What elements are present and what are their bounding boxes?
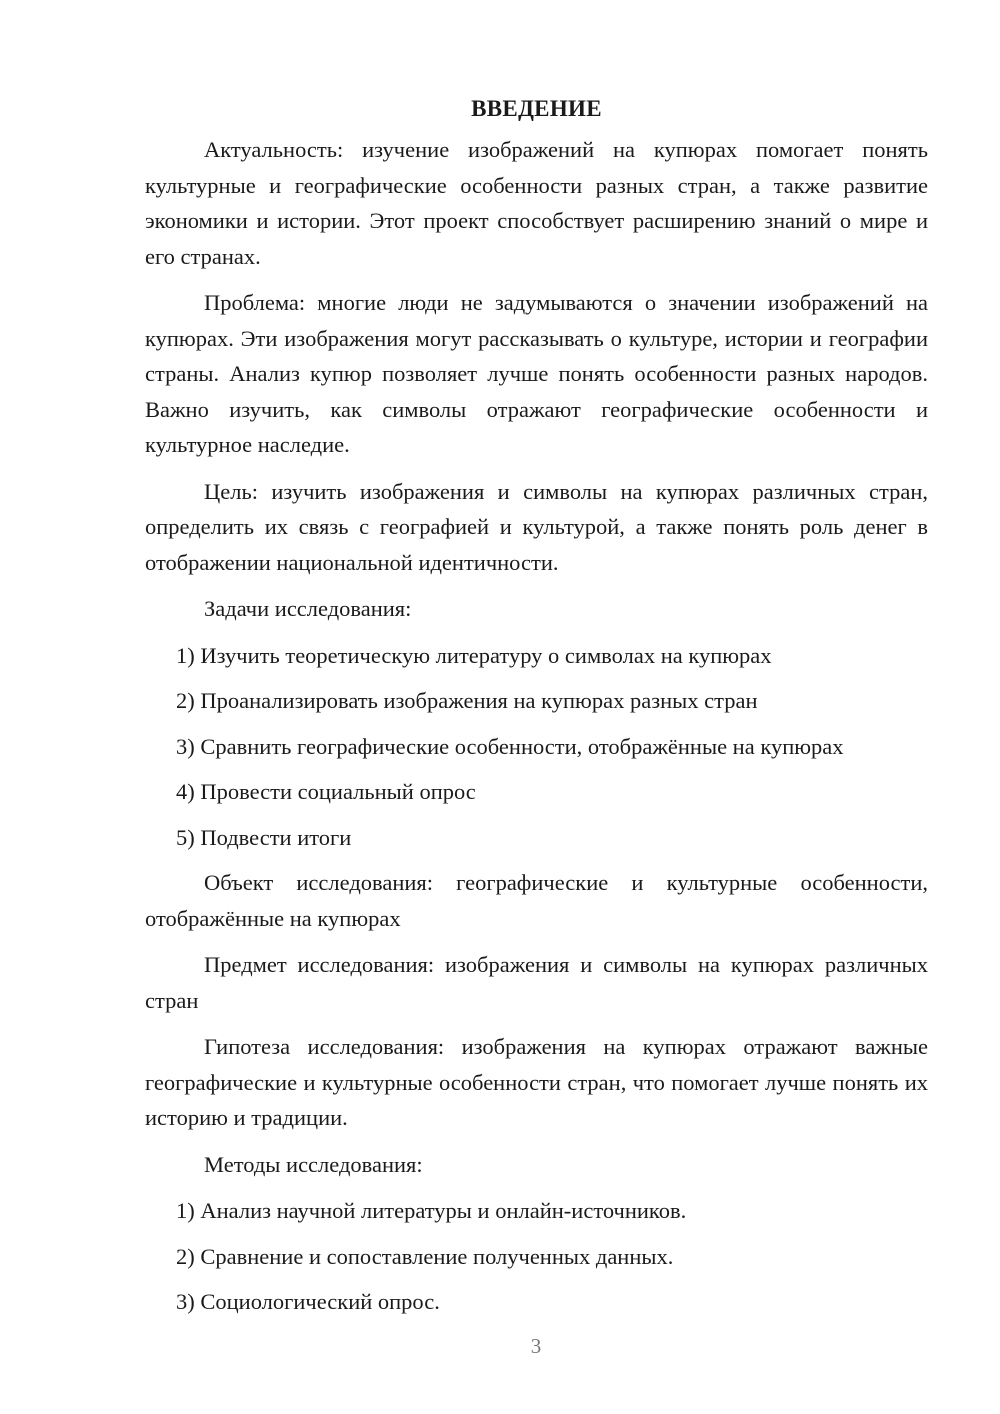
task-item-5: 5) Подвести итоги xyxy=(176,824,352,850)
hypothesis-paragraph: Гипотеза исследования: изображения на купюрах отражают важные географические и культурные особенности стран, что помогает лучше понять их историю и традиции. xyxy=(145,1034,928,1130)
goal-paragraph: Цель: изучить изображения и символы на купюрах различных стран, определить их связь с географией и культурой, а также понять роль денег в отображении национальной идентичности. xyxy=(145,478,928,575)
task-item-4: 4) Провести социальный опрос xyxy=(176,779,476,804)
section-title: ВВЕДЕНИЕ xyxy=(471,96,602,121)
problem-paragraph: Проблема: многие люди не задумываются о значении изображений на купюрах. Эти изображения могут рассказывать о культуре, истории и географии страны. Анализ купюр позволяет лучше понять особенности разных народов. Важно изучить, как символы отражают географические особенности и культурное наследие. xyxy=(145,290,928,457)
method-item-1: 1) Анализ научной литературы и онлайн-источников. xyxy=(176,1198,687,1223)
subject-paragraph: Предмет исследования: изображения и символы на купюрах различных стран xyxy=(145,952,928,1013)
methods-list xyxy=(145,1193,928,1320)
task-item-1: 1) Изучить теоретическую литературу о символах на купюрах xyxy=(176,642,772,668)
object-paragraph: Объект исследования: географические и культурные особенности, отображённые на купюрах xyxy=(145,870,928,931)
method-item-3: 3) Социологический опрос. xyxy=(176,1289,440,1314)
methods-heading: Методы исследования: xyxy=(204,1151,423,1177)
page-number: 3 xyxy=(530,1334,542,1358)
task-item-3: 3) Сравнить географические особенности, отображённые на купюрах xyxy=(176,733,844,759)
method-item-2: 2) Сравнение и сопоставление полученных данных. xyxy=(176,1243,674,1269)
task-item-2: 2) Проанализировать изображения на купюрах разных стран xyxy=(176,688,758,713)
tasks-list xyxy=(145,638,928,856)
document-page xyxy=(145,92,928,1330)
relevance-paragraph: Актуальность: изучение изображений на купюрах помогает понять культурные и географические особенности разных стран, а также развитие экономики и истории. Этот проект способствует расширению знаний о мире и его странах. xyxy=(145,137,928,269)
tasks-heading: Задачи исследования: xyxy=(204,596,412,621)
